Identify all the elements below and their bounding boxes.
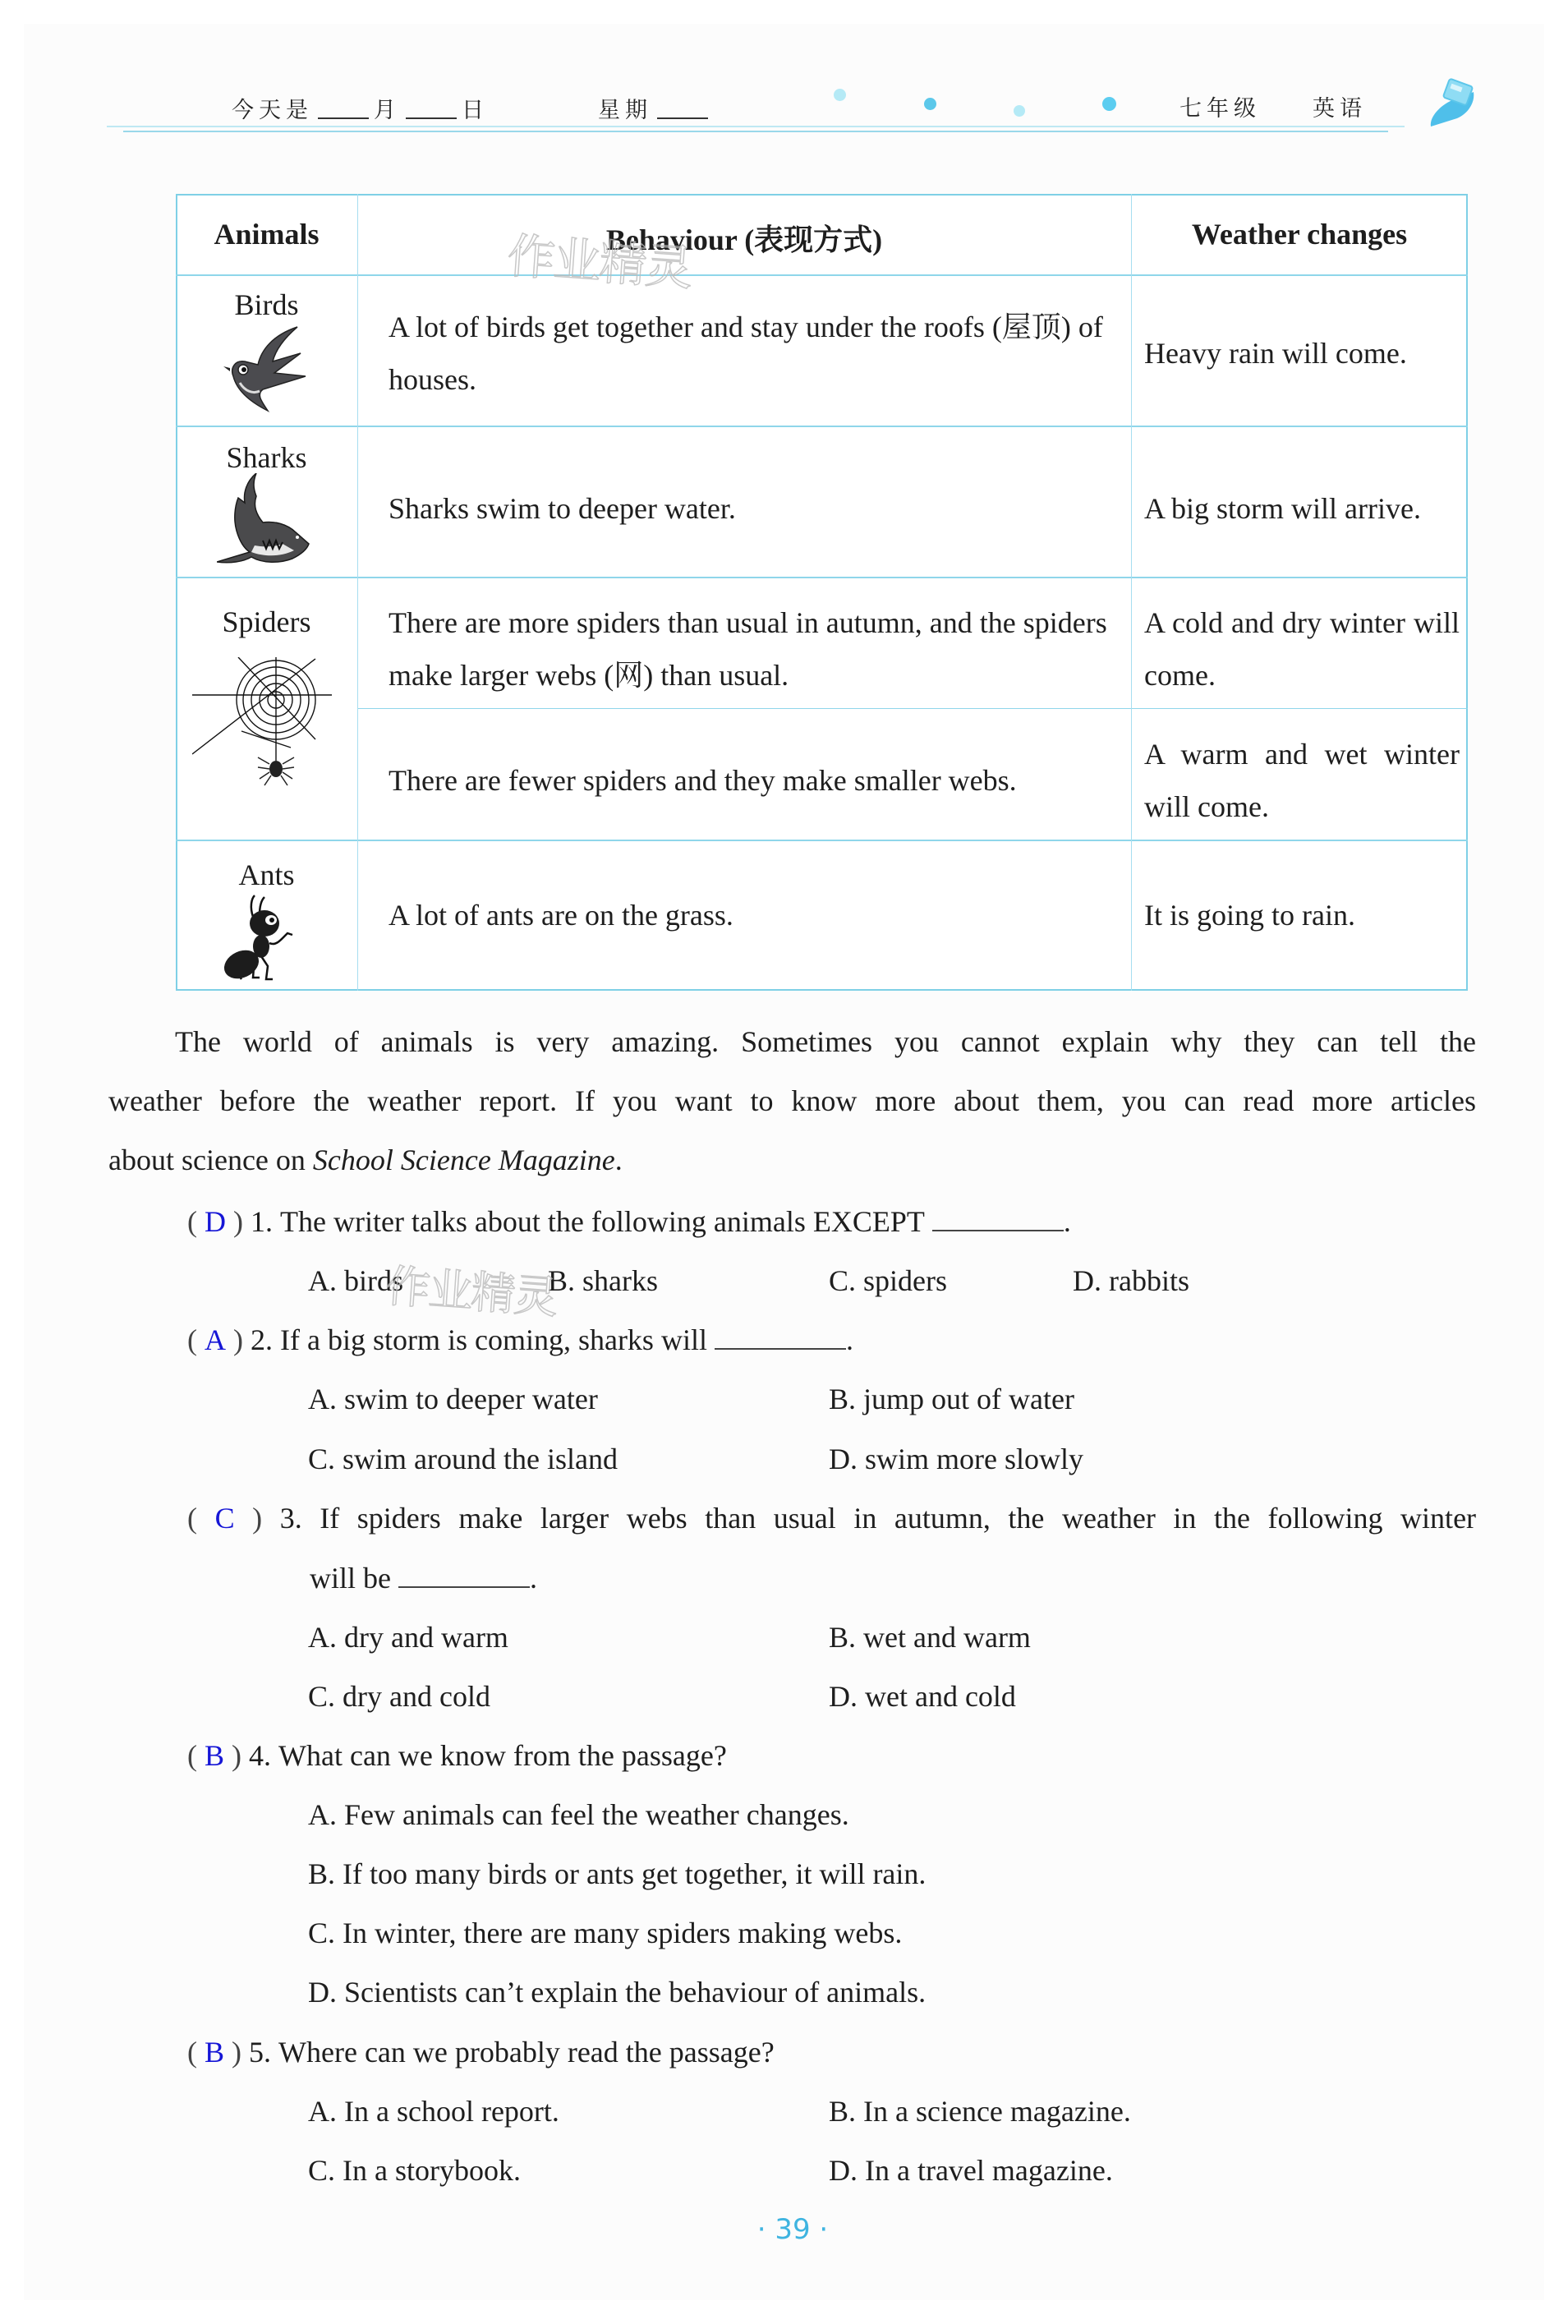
- table-row-divider: [176, 577, 1468, 578]
- question-5: [187, 2035, 775, 2069]
- weekday-blank[interactable]: [657, 101, 708, 119]
- table-row-divider: [176, 274, 1468, 276]
- watermark: 作业精灵: [505, 228, 693, 297]
- question-number: 3.: [279, 1502, 302, 1535]
- q2-option-b[interactable]: B. jump out of water: [829, 1383, 1074, 1415]
- passage-line-1: The world of animals is very amazing. Sometimes you cannot explain why they can tell the: [175, 1025, 1476, 1058]
- animal-name-sharks: Sharks: [226, 441, 307, 474]
- q4-option-c[interactable]: C. In winter, there are many spiders making webs.: [308, 1917, 903, 1949]
- passage-line-2: weather before the weather report. If you want to know more about them, you can read more articles: [108, 1084, 1476, 1117]
- table-col-divider: [357, 194, 358, 991]
- paren: (: [187, 1205, 197, 1238]
- behaviour-ants: A lot of ants are on the grass.: [389, 899, 733, 932]
- question-text: The writer talks about the following animals EXCEPT: [280, 1205, 925, 1238]
- decor-dot: [834, 89, 846, 101]
- question-3: [187, 1501, 1476, 1535]
- book-icon: [1428, 76, 1480, 133]
- grade-label: 七年级: [1179, 96, 1261, 122]
- passage-text: .: [614, 1144, 623, 1176]
- decor-dot: [924, 98, 936, 110]
- question-number: 5.: [249, 2036, 272, 2069]
- subject-label: 英语: [1313, 96, 1367, 122]
- header-rule: [123, 131, 1388, 132]
- question-4: [187, 1738, 727, 1773]
- question-number: 1.: [251, 1205, 273, 1238]
- passage-line-3: [108, 1145, 623, 1175]
- q5-option-a[interactable]: A. In a school report.: [308, 2095, 559, 2128]
- spider-web-icon: [192, 657, 340, 792]
- q3-option-a[interactable]: A. dry and warm: [308, 1621, 508, 1654]
- paren: (: [187, 1323, 197, 1356]
- weekday-line: [598, 92, 713, 124]
- q5-option-c[interactable]: C. In a storybook.: [308, 2154, 521, 2187]
- q4-option-b[interactable]: B. If too many birds or ants get together, it will rain.: [308, 1857, 927, 1890]
- q3-option-d[interactable]: D. wet and cold: [829, 1680, 1016, 1713]
- table-row-divider: [176, 840, 1468, 841]
- q1-option-b[interactable]: B. sharks: [548, 1264, 658, 1297]
- paren: (: [187, 2036, 197, 2069]
- behaviour-sharks: Sharks swim to deeper water.: [389, 492, 736, 525]
- weather-sharks: A big storm will arrive.: [1144, 492, 1421, 525]
- answer-2[interactable]: A: [205, 1323, 226, 1356]
- q2-option-c[interactable]: C. swim around the island: [308, 1443, 618, 1475]
- paren: (: [187, 1739, 197, 1772]
- weather-birds: Heavy rain will come.: [1144, 337, 1407, 370]
- question-text: will be: [310, 1562, 391, 1595]
- weekday-label: 星期: [598, 98, 652, 123]
- paren: ): [252, 1502, 263, 1535]
- question-text: If spiders make larger webs than usual in autumn, the weather in the following winter: [320, 1502, 1477, 1535]
- q5-option-b[interactable]: B. In a science magazine.: [829, 2095, 1131, 2128]
- header-weather-changes: Weather changes: [1191, 218, 1408, 251]
- answer-4[interactable]: B: [205, 1739, 225, 1772]
- behaviour-spiders-more: There are more spiders than usual in autumn, and the spiders make larger webs (网) than usual.: [389, 606, 1107, 692]
- day-blank[interactable]: [406, 101, 457, 119]
- page-number: · 39 ·: [756, 2213, 829, 2246]
- q1-option-d[interactable]: D. rabbits: [1073, 1264, 1189, 1297]
- question-3-continued: will be .: [310, 1562, 537, 1595]
- magazine-title: School Science Magazine: [312, 1144, 615, 1176]
- behaviour-birds: A lot of birds get together and stay under the roofs (屋顶) of houses.: [389, 311, 1103, 396]
- passage-text: about science on: [108, 1144, 313, 1176]
- question-text: Where can we probably read the passage?: [278, 2036, 775, 2069]
- q3-option-b[interactable]: B. wet and warm: [829, 1621, 1031, 1654]
- ant-icon: [222, 892, 312, 984]
- answer-5[interactable]: B: [205, 2036, 225, 2069]
- table-row-divider: [176, 426, 1468, 427]
- behaviour-spiders-fewer: There are fewer spiders and they make smaller webs.: [389, 764, 1017, 797]
- paren: ): [233, 1205, 243, 1238]
- question-1: ( D ) 1. The writer talks about the following animals EXCEPT .: [187, 1205, 1071, 1238]
- question-number: 2.: [251, 1323, 273, 1356]
- month-label: 月: [374, 98, 401, 123]
- animal-name-spiders: Spiders: [222, 605, 311, 638]
- answer-blank: [398, 1567, 530, 1588]
- q4-option-d[interactable]: D. Scientists can’t explain the behaviour of animals.: [308, 1976, 927, 2009]
- table-subrow-divider: [357, 708, 1468, 709]
- day-label: 日: [462, 98, 489, 123]
- header-behaviour: Behaviour (表现方式): [605, 223, 883, 256]
- weather-ants: It is going to rain.: [1144, 899, 1355, 932]
- header-rule: [107, 126, 1405, 127]
- watermark: 作业精灵: [384, 1259, 559, 1324]
- animal-name-birds: Birds: [234, 288, 299, 321]
- q5-option-d[interactable]: D. In a travel magazine.: [829, 2154, 1113, 2187]
- q1-option-c[interactable]: C. spiders: [829, 1264, 947, 1297]
- question-2: ( A ) 2. If a big storm is coming, sharks will .: [187, 1323, 853, 1356]
- table-col-divider: [1131, 194, 1132, 991]
- weather-spiders-cold-dry: A cold and dry winter will come.: [1144, 606, 1460, 692]
- shark-icon: [217, 473, 312, 568]
- q2-option-d[interactable]: D. swim more slowly: [829, 1443, 1083, 1475]
- date-prefix: 今天是: [232, 98, 313, 123]
- answer-blank: [932, 1210, 1064, 1231]
- question-text: If a big storm is coming, sharks will: [280, 1323, 707, 1356]
- q1-option-a[interactable]: A. birds: [308, 1264, 403, 1297]
- animal-name-ants: Ants: [238, 858, 295, 891]
- q3-option-c[interactable]: C. dry and cold: [308, 1680, 490, 1713]
- header-animals: Animals: [214, 218, 320, 251]
- decor-dot: [1102, 97, 1116, 111]
- question-number: 4.: [249, 1739, 272, 1772]
- paren: ): [232, 1739, 242, 1772]
- answer-3[interactable]: C: [214, 1502, 235, 1535]
- weather-spiders-warm-wet: A warm and wet winter will come.: [1144, 738, 1460, 823]
- paren: ): [233, 1323, 243, 1356]
- bird-icon: [215, 325, 314, 416]
- answer-1[interactable]: D: [205, 1205, 226, 1238]
- date-line: [232, 92, 489, 124]
- month-blank[interactable]: [318, 101, 369, 119]
- paren: (: [187, 1502, 197, 1535]
- question-text: What can we know from the passage?: [278, 1739, 727, 1772]
- paren: ): [232, 2036, 242, 2069]
- q2-option-a[interactable]: A. swim to deeper water: [308, 1383, 598, 1415]
- q4-option-a[interactable]: A. Few animals can feel the weather changes.: [308, 1798, 849, 1831]
- answer-blank: [715, 1328, 846, 1350]
- decor-dot: [1014, 105, 1025, 117]
